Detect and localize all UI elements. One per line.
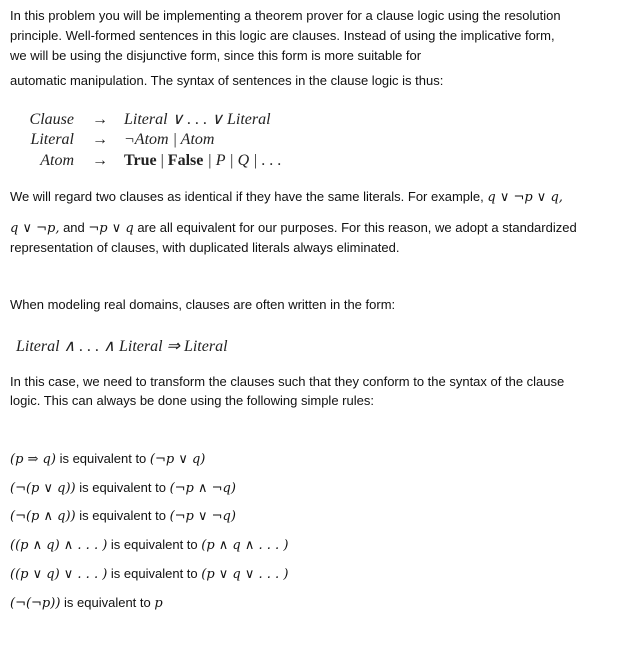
text: and — [59, 220, 89, 235]
grammar-rhs: ¬Atom | Atom — [124, 131, 215, 148]
rule-rhs: (¬p ∧ ¬q) — [169, 481, 236, 496]
intro-line: automatic manipulation. The syntax of sentences in the clause logic is thus: — [10, 73, 444, 88]
para-line: representation of clauses, with duplicated literals always eliminated. — [10, 240, 400, 255]
rule-rhs: p — [154, 596, 163, 611]
rule-lhs: ((p ∧ q) ∧ . . . ) — [10, 538, 108, 553]
rule-rhs: (p ∨ q ∨ . . . ) — [201, 567, 289, 582]
intro-line: In this problem you will be implementing a theorem prover for a clause logic using the resolution — [10, 8, 561, 23]
rule-text: is equivalent to — [55, 451, 150, 466]
rule-lhs: (¬(p ∧ q)) — [10, 509, 76, 524]
rule-rhs: (¬p ∨ ¬q) — [169, 509, 236, 524]
rule-text: is equivalent to — [107, 566, 202, 581]
para-line: In this case, we need to transform the clauses such that they conform to the syntax of the clause — [10, 374, 565, 389]
implication-formula: Literal ∧ . . . ∧ Literal ⇒ Literal — [16, 338, 228, 355]
math: q ∨ ¬p, — [10, 221, 60, 236]
rule-item — [10, 595, 163, 612]
grammar-rhs — [124, 152, 282, 170]
rule-item — [10, 537, 288, 554]
grammar-lhs: Atom — [40, 152, 74, 169]
math: ¬p ∨ q — [88, 221, 134, 236]
rule-item — [10, 451, 205, 468]
rule-lhs: ((p ∨ q) ∨ . . . ) — [10, 567, 108, 582]
intro-line: we will be using the disjunctive form, since this form is more suitable for — [10, 48, 422, 63]
rule-text: is equivalent to — [107, 537, 202, 552]
true-keyword: True — [124, 152, 157, 169]
rule-item — [10, 480, 236, 497]
math: q ∨ ¬p ∨ q, — [487, 190, 563, 205]
rule-text: is equivalent to — [75, 480, 170, 495]
arrow-icon: → — [92, 131, 108, 148]
text: are all equivalent for our purposes. For this reason, we adopt a standardized — [133, 220, 577, 235]
arrow-icon: → — [92, 111, 108, 128]
rule-rhs: (p ∧ q ∧ . . . ) — [201, 538, 289, 553]
grammar-lhs: Literal — [30, 131, 74, 148]
atom-rest: | P | Q | . . . — [203, 152, 282, 169]
para-line — [10, 189, 563, 206]
grammar-lhs: Clause — [29, 111, 74, 128]
rule-lhs: (¬(¬p)) — [10, 596, 61, 611]
rule-lhs: (¬(p ∨ q)) — [10, 481, 76, 496]
rule-item — [10, 566, 288, 583]
arrow-icon: → — [92, 152, 108, 169]
intro-line: principle. Well-formed sentences in this logic are clauses. Instead of using the implicative form, — [10, 28, 555, 43]
grammar-rhs: Literal ∨ . . . ∨ Literal — [124, 111, 271, 128]
false-keyword: False — [167, 152, 204, 169]
rule-rhs: (¬p ∨ q) — [149, 452, 206, 467]
rule-lhs: (p ⇒ q) — [10, 452, 56, 467]
para-line: logic. This can always be done using the following simple rules: — [10, 393, 374, 408]
rule-text: is equivalent to — [60, 595, 155, 610]
separator: | — [156, 152, 168, 169]
rule-text: is equivalent to — [75, 508, 170, 523]
text: We will regard two clauses as identical if they have the same literals. For example, — [10, 189, 488, 204]
rule-item — [10, 508, 236, 525]
para-line — [10, 220, 577, 237]
modeling-paragraph: When modeling real domains, clauses are often written in the form: — [10, 297, 396, 312]
